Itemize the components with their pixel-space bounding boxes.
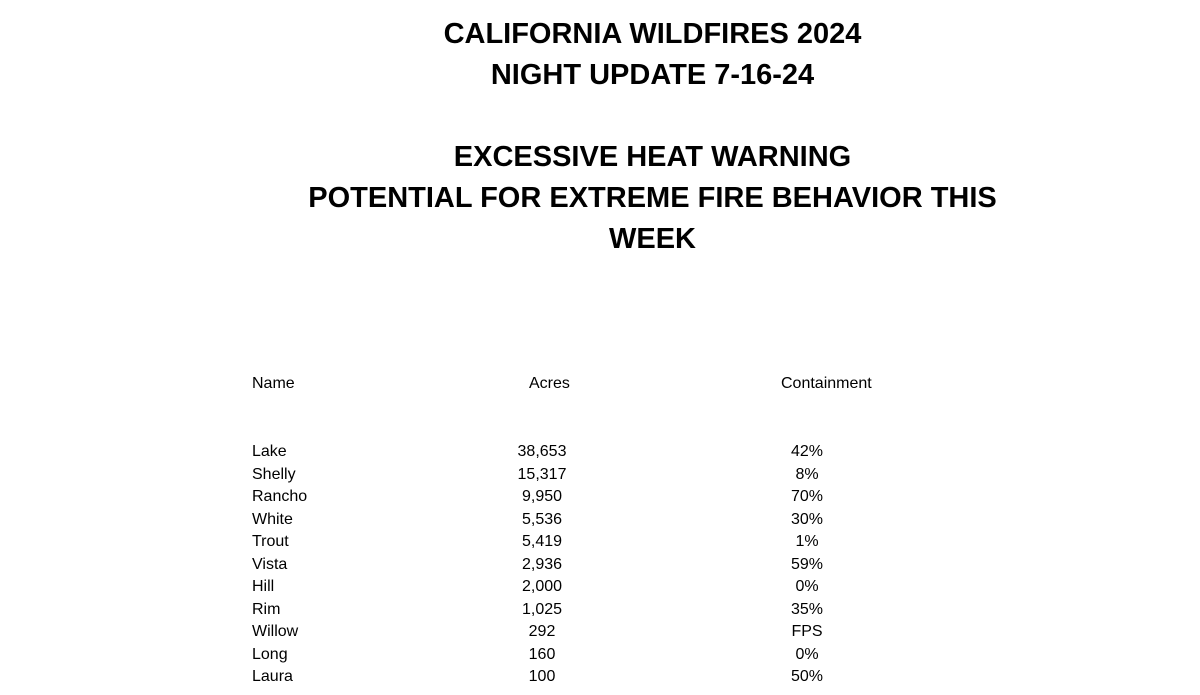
fire-containment: 0%: [795, 645, 819, 663]
table-row: [0, 576, 1200, 599]
fire-acres: 38,653: [517, 443, 567, 460]
table-row: [0, 464, 1200, 487]
heat-warning: EXCESSIVE HEAT WARNING: [453, 141, 852, 173]
fire-containment: 8%: [795, 465, 819, 483]
fire-name: Willow: [252, 623, 299, 640]
fire-acres: 5,536: [521, 510, 563, 528]
fire-name: Long: [252, 645, 288, 663]
fire-containment: 1%: [795, 533, 819, 550]
fire-name: Hill: [252, 578, 275, 595]
fire-name: Rancho: [252, 488, 308, 505]
fire-containment: 50%: [790, 668, 824, 685]
table-row: [0, 531, 1200, 554]
column-header-name: Name: [252, 375, 295, 392]
fire-containment: 0%: [795, 578, 819, 595]
column-header-containment: Containment: [781, 375, 872, 392]
fire-acres: 1,025: [521, 600, 563, 618]
fire-name: Trout: [252, 533, 289, 550]
fire-acres: 2,000: [521, 578, 563, 595]
update-date: NIGHT UPDATE 7-16-24: [490, 59, 815, 91]
fire-name: Shelly: [252, 465, 296, 483]
fire-acres: 5,419: [521, 533, 563, 550]
fire-name: Vista: [252, 555, 288, 573]
fire-behavior-warning: POTENTIAL FOR EXTREME FIRE BEHAVIOR THIS: [308, 182, 997, 214]
fire-acres: 160: [528, 645, 556, 663]
fire-containment: 42%: [790, 443, 824, 460]
fire-behavior-warning-continued: WEEK: [609, 223, 696, 255]
fire-acres: 2,936: [521, 555, 563, 573]
table-row: [0, 554, 1200, 577]
fire-containment: 30%: [790, 510, 824, 528]
document-title: CALIFORNIA WILDFIRES 2024: [443, 18, 862, 50]
column-header-acres: Acres: [529, 375, 570, 392]
table-row: [0, 599, 1200, 622]
fire-name: Lake: [252, 443, 287, 460]
table-row: [0, 486, 1200, 509]
fire-acres: 100: [528, 668, 556, 685]
fire-containment: 35%: [790, 600, 824, 618]
fire-table: [0, 441, 1200, 689]
table-row: [0, 441, 1200, 464]
table-row: [0, 644, 1200, 667]
fire-name: White: [252, 510, 293, 528]
fire-acres: 9,950: [521, 488, 563, 505]
fire-containment: FPS: [791, 623, 823, 640]
table-row: [0, 621, 1200, 644]
table-row: [0, 666, 1200, 689]
table-row: [0, 509, 1200, 532]
fire-acres: 292: [528, 623, 556, 640]
fire-containment: 70%: [790, 488, 824, 505]
fire-containment: 59%: [790, 555, 824, 573]
fire-name: Rim: [252, 600, 281, 618]
fire-acres: 15,317: [517, 465, 567, 483]
fire-name: Laura: [252, 668, 293, 685]
